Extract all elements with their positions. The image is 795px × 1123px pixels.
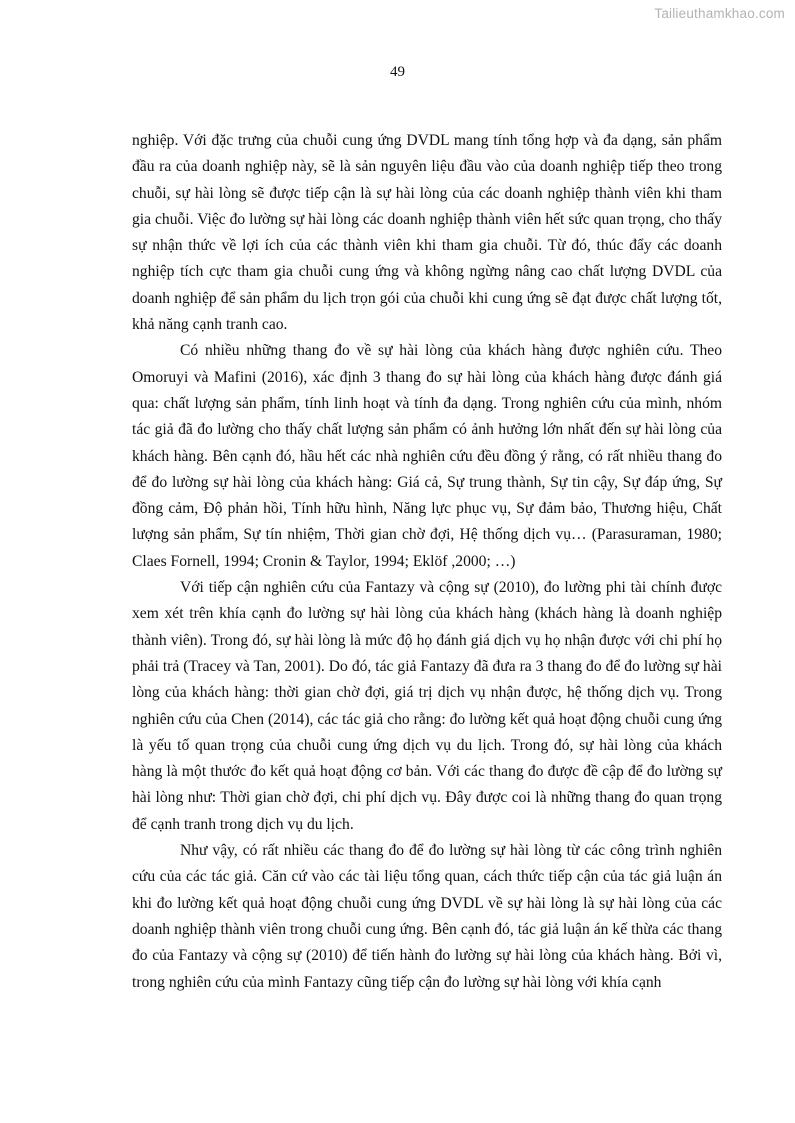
watermark-text: Tailieuthamkhao.com bbox=[654, 6, 785, 21]
body-text bbox=[132, 128, 722, 996]
page-number: 49 bbox=[390, 64, 405, 80]
paragraph-1: nghiệp. Với đặc trưng của chuỗi cung ứng DVDL mang tính tổng hợp và đa dạng, sản phẩm đầu ra của doanh nghiệp này, sẽ là sản nguyên liệu đầu vào của doanh nghiệp tiếp theo trong chuỗi, sự hài lòng sẽ được tiếp cận là sự hài lòng của các doanh nghiệp thành viên khi tham gia chuỗi. Việc đo lường sự hài lòng các doanh nghiệp thành viên hết sức quan trọng, cho thấy sự nhận thức về lợi ích của các thành viên khi tham gia chuỗi. Từ đó, thúc đẩy các doanh nghiệp tích cực tham gia chuỗi cung ứng và không ngừng nâng cao chất lượng DVDL của doanh nghiệp để sản phẩm du lịch trọn gói của chuỗi khi cung ứng sẽ đạt được chất lượng tốt, khả năng cạnh tranh cao. bbox=[132, 132, 722, 334]
paragraph-2: Có nhiều những thang đo về sự hài lòng của khách hàng được nghiên cứu. Theo Omoruyi và Mafini (2016), xác định 3 thang đo sự hài lòng của khách hàng được đánh giá qua: chất lượng sản phẩm, tính linh hoạt và tính đa dạng. Trong nghiên cứu của mình, nhóm tác giả đã đo lường cho thấy chất lượng sản phẩm có ảnh hưởng lớn nhất đến sự hài lòng của khách hàng. Bên cạnh đó, hầu hết các nhà nghiên cứu đều đồng ý rằng, có rất nhiều thang đo để đo lường sự hài lòng của khách hàng: Giá cả, Sự trung thành, Sự tin cậy, Sự đáp ứng, Sự đồng cảm, Độ phản hồi, Tính hữu hình, Năng lực phục vụ, Sự đảm bảo, Thương hiệu, Chất lượng sản phẩm, Sự tín nhiệm, Thời gian chờ đợi, Hệ thống dịch vụ… (Parasuraman, 1980; Claes Fornell, 1994; Cronin & Taylor, 1994; Eklöf ,2000; …) bbox=[132, 342, 722, 570]
paragraph-4: Như vậy, có rất nhiều các thang đo để đo lường sự hài lòng từ các công trình nghiên cứu của các tác giả. Căn cứ vào các tài liệu tổng quan, cách thức tiếp cận của tác giả luận án khi đo lường kết quả hoạt động chuỗi cung ứng DVDL về sự hài lòng là sự hài lòng của các doanh nghiệp thành viên trong chuỗi cung ứng. Bên cạnh đó, tác giả luận án kế thừa các thang đo của Fantazy và cộng sự (2010) để tiến hành đo lường sự hài lòng của khách hàng. Bởi vì, trong nghiên cứu của mình Fantazy cũng tiếp cận đo lường sự hài lòng với khía cạnh bbox=[132, 842, 722, 991]
paragraph-3: Với tiếp cận nghiên cứu của Fantazy và cộng sự (2010), đo lường phi tài chính được xem xét trên khía cạnh đo lường sự hài lòng của khách hàng (khách hàng là doanh nghiệp thành viên). Trong đó, sự hài lòng là mức độ họ đánh giá dịch vụ họ nhận được với chi phí họ phải trả (Tracey và Tan, 2001). Do đó, tác giả Fantazy đã đưa ra 3 thang đo để đo lường sự hài lòng của khách hàng: thời gian chờ đợi, giá trị dịch vụ nhận được, hệ thống dịch vụ. Trong nghiên cứu của Chen (2014), các tác giả cho rằng: đo lường kết quả hoạt động chuỗi cung ứng là yếu tố quan trọng của chuỗi cung ứng dịch vụ du lịch. Trong đó, sự hài lòng của khách hàng là một thước đo kết quả hoạt động cơ bản. Với các thang đo được đề cập để đo lường sự hài lòng như: Thời gian chờ đợi, chi phí dịch vụ. Đây được coi là những thang đo quan trọng để cạnh tranh trong dịch vụ du lịch. bbox=[132, 579, 722, 833]
